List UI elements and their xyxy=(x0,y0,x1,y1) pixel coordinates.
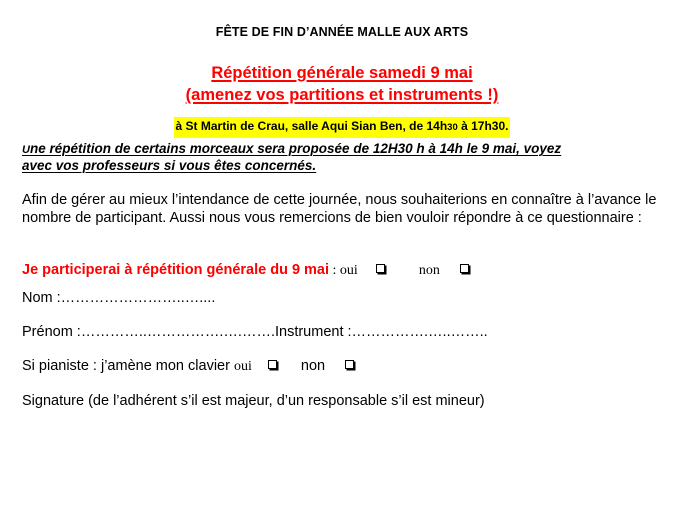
rehearsal-title: Répétition générale samedi 9 mai xyxy=(211,64,473,82)
intro-line1: ne répétition de certains morceaux sera proposée de 12H30 h à 14h le 9 mai, voyez xyxy=(29,141,562,156)
location-end: à 17h30. xyxy=(457,119,509,133)
rehearsal-subtitle: (amenez vos partitions et instruments !) xyxy=(185,86,499,104)
pianist-oui-checkbox[interactable] xyxy=(268,360,277,369)
participation-oui-label: : oui xyxy=(329,263,358,278)
pianist-non-checkbox[interactable] xyxy=(345,360,354,369)
pianist-row xyxy=(22,357,354,376)
participation-non-label: non xyxy=(418,263,440,278)
event-header: FÊTE DE FIN D’ANNÉE MALLE AUX ARTS xyxy=(215,25,469,39)
participation-label: Je participerai à répétition générale du 9 mai xyxy=(22,262,330,278)
location-highlight xyxy=(174,117,511,138)
pianist-oui-label: oui xyxy=(233,359,252,374)
prenom-instrument-field[interactable]: Prénom :…………..…………….….…….Instrument :…………….…..…….. xyxy=(22,324,488,340)
location-minutes: 30 xyxy=(447,122,458,133)
participation-non-checkbox[interactable] xyxy=(460,264,469,273)
questionnaire-paragraph: Afin de gérer au mieux l’intendance de cette journée, nous souhaiterions en connaître à l’avance le nombre de participant. Aussi nous vous remercions de bien vouloir répondre à ce questionnaire : xyxy=(22,192,657,226)
nom-field[interactable]: Nom :……………………..….... xyxy=(22,290,216,306)
participation-oui-checkbox[interactable] xyxy=(376,264,385,273)
pianist-label: Si pianiste : j’amène mon clavier xyxy=(22,358,234,374)
participation-row xyxy=(22,261,469,280)
pianist-non-label: non xyxy=(300,358,326,374)
location-prefix: à St Martin de Crau, salle Aqui Sian Ben, de 14h xyxy=(175,119,448,133)
intro-first-letter: U xyxy=(22,144,30,156)
signature-line: Signature (de l’adhérent s’il est majeur, d’un responsable s’il est mineur) xyxy=(22,393,485,409)
intro-line2: avec vos professeurs si vous êtes concernés. xyxy=(22,158,317,173)
location-line xyxy=(0,117,684,138)
intro-text xyxy=(22,141,561,174)
